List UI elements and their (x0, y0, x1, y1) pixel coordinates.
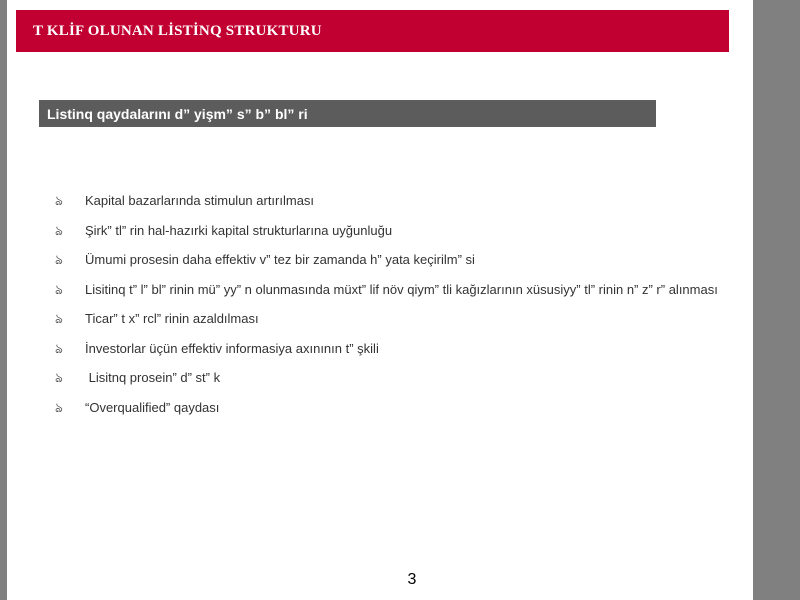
bullet-text: Lisitinq t” l” bl” rinin mü” yy” n olunmasında müxt” lif növ qiym” tli kağızlarının xüsusiyy” tl” rinin n” z” r” alınması (85, 281, 718, 297)
bullet-list (55, 186, 735, 422)
list-item (55, 245, 735, 275)
bullet-text: Lisitnq prosein” d” st” k (85, 370, 221, 385)
bullet-arrow-icon: ঌ (55, 370, 63, 385)
list-item (55, 275, 735, 305)
bullet-arrow-icon: ঌ (55, 222, 63, 238)
subtitle-bar (39, 100, 656, 127)
bullet-arrow-icon: ঌ (55, 311, 63, 326)
list-item (55, 393, 735, 423)
bullet-text: “Overqualified” qaydası (85, 399, 220, 415)
bullet-text: İnvestorlar üçün effektiv informasiya axınının t” şkili (85, 340, 379, 356)
slide-page (7, 0, 753, 600)
bullet-arrow-icon: ঌ (55, 193, 63, 208)
bullet-arrow-icon: ঌ (55, 399, 63, 415)
list-item (55, 186, 735, 216)
list-item (55, 334, 735, 364)
bullet-text: Şirk” tl” rin hal-hazırki kapital strukturlarına uyğunluğu (85, 222, 393, 238)
bullet-text: Kapital bazarlarında stimulun artırılması (85, 193, 315, 208)
list-item (55, 304, 735, 334)
slide-title: T KLİF OLUNAN LİSTİNQ STRUKTURU (33, 22, 322, 39)
bullet-text: Ümumi prosesin daha effektiv v” tez bir zamanda h” yata keçirilm” si (85, 252, 475, 267)
bullet-text: Ticar” t x” rcl” rinin azaldılması (85, 311, 259, 326)
bullet-arrow-icon: ঌ (55, 281, 63, 297)
list-item (55, 216, 735, 246)
bullet-arrow-icon: ঌ (55, 252, 63, 267)
list-item (55, 363, 735, 393)
page-number: 3 (407, 571, 417, 588)
slide-subtitle: Listinq qaydalarını d” yişm” s” b” bl” ri (47, 105, 308, 122)
bullet-arrow-icon: ঌ (55, 340, 63, 356)
title-bar (16, 10, 729, 52)
